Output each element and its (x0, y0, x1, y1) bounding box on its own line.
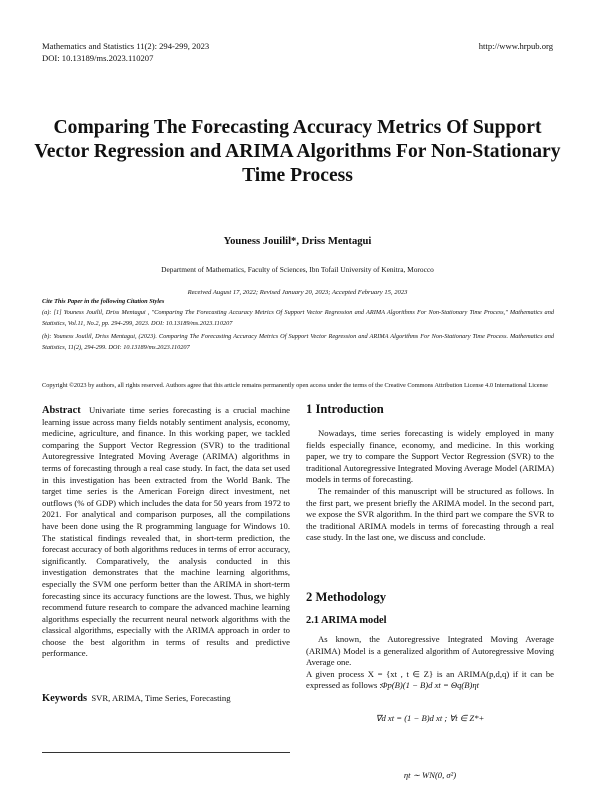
journal-citation: Mathematics and Statistics 11(2): 294-299, 2023 (42, 41, 210, 51)
citation-b: (b): Youness Jouilil, Driss Mentagui, (2023). Comparing The Forecasting Accuracy Metrics Of Support Vector Regression and ARIMA Algorithms For Non-Stationary Time Process. Mathematics and Statistics, 11(2), 294-299. DOI: 10.13189/ms.2023.110207 (42, 333, 554, 352)
doi: DOI: 10.13189/ms.2023.110207 (42, 53, 154, 63)
intro-paragraph: The remainder of this manuscript will be structured as follows. In the first part, we present briefly the ARIMA model. In the second part, we expose the SVR algorithm. In the third part we compare the SVR to the traditional ARIMA models in terms of forecasting through a real case study. In the last one, we discuss and conclude. (306, 485, 554, 543)
abstract-text: Univariate time series forecasting is a crucial machine learning issue across many fields notably sentiment analysis, economy, medicine, agriculture, and finance. In this working paper, we tackled comparing the Support Vector Regression (SVR) to the traditional Autoregressive Integrated Moving Average (ARIMA) algorithms in terms of forecasting through a real case study. In fact, the data set used in this investigation has been extracted from the World Bank. The target time series is the American Foreign direct investment, net outflows (% of GDP) which includes the data for 50 years from 1972 to 2021. For analytical and comparison purposes, all the compilations have been done using the R programming language for Windows 10. The statistical findings revealed that, in short-term prediction, the forecast accuracy of both algorithms reduces in terms of error accuracy, significantly. Comparatively, the analysis conducted in this investigation demonstrates that the machine learning algorithms, especially the SVM one perform better than the ARIMA in short-term forecasting since its accuracy functions are the lowest. Thus, we highly recommend future research to compare the advanced machine learning algorithms especially the recurrent neural network algorithms with the classical algorithms, especially with the ARIMA approach in order to choose the best algorithm in terms of results and predictive performance. (42, 405, 290, 659)
method-paragraph: As known, the Autoregressive Integrated Moving Average (ARIMA) Model is a generalized algorithm of Autoregressive Moving Average one. (306, 634, 554, 668)
methodology-section (306, 590, 554, 692)
section-heading: 2 Methodology (306, 590, 387, 604)
equation-noise: ηt ∼ WN(0, σ²) (403, 770, 457, 780)
cite-heading: Cite This Paper in the following Citation Styles (42, 298, 165, 305)
copyright-notice: Copyright ©2023 by authors, all rights reserved. Authors agree that this article remains permanently open access under the terms of the Creative Commons Attribution License 4.0 International License (42, 382, 548, 389)
authors: Youness Jouilil*, Driss Mentagui (223, 236, 372, 247)
citation-a: (a): [1] Youness Jouilil, Driss Mentagui , "Comparing The Forecasting Accuracy Metrics Of Support Vector Regression and ARIMA Algorithms For Non-Stationary Time Process," Mathematics and Statistics, Vol.11, No.2, pp. 294-299, 2023. DOI: 10.13189/ms.2023.110207 (42, 309, 554, 328)
keywords-text: SVR, ARIMA, Time Series, Forecasting (91, 693, 231, 703)
equation-difference: ∇d xt = (1 − B)d xt ; ∀t ∈ Z*+ (375, 713, 485, 723)
section-heading: 1 Introduction (306, 402, 384, 416)
journal-url[interactable]: http://www.hrpub.org (478, 41, 553, 51)
abstract-label: Abstract (42, 405, 81, 416)
paper-title: Comparing The Forecasting Accuracy Metrics Of Support Vector Regression and ARIMA Algorithms For Non-Stationary Time Process (34, 117, 561, 186)
intro-paragraph: Nowadays, time series forecasting is widely employed in many fields especially finance, economy, and medicine. In this working paper, we try to compare the Support Vector Regression (SVR) to the traditional Autoregressive Integrated Moving Average Model (ARIMA) models in terms of forecasting. (306, 428, 554, 485)
keywords (42, 693, 290, 705)
equation-arima: Φp(B)(1 − B)d xt = Θq(B)ηt (380, 680, 480, 690)
received-dates: Received August 17, 2022; Revised January 20, 2023; Accepted February 15, 2023 (187, 289, 408, 296)
subsection-heading: 2.1 ARIMA model (306, 615, 387, 626)
method-paragraph: A given process X = {xt , t ∈ Z} is an ARIMA(p,d,q) if it can be expressed as follows : (306, 668, 554, 691)
footnote-rule (42, 752, 290, 753)
abstract (42, 405, 290, 660)
affiliation: Department of Mathematics, Faculty of Sciences, Ibn Tofail University of Kenitra, Morocco (161, 265, 434, 274)
introduction-section (306, 402, 554, 544)
keywords-label: Keywords (42, 693, 88, 704)
